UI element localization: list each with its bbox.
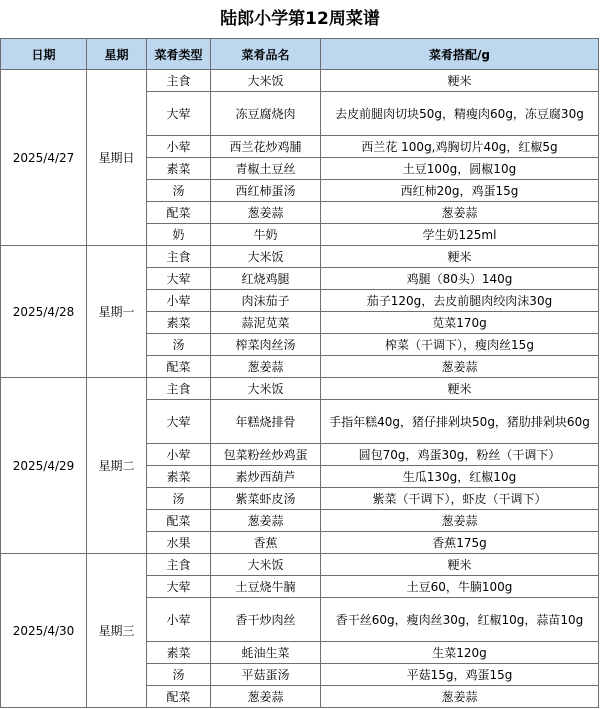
ingredients-cell: 鸡腿（80头）140g	[321, 268, 599, 290]
date-cell: 2025/4/30	[1, 554, 87, 708]
ingredients-cell: 香干丝60g，瘦肉丝30g，红椒10g，蒜苗10g	[321, 598, 599, 642]
dish-type-cell: 水果	[147, 532, 211, 554]
header-ingredients: 菜肴搭配/g	[321, 39, 599, 70]
dish-name-cell: 冻豆腐烧肉	[211, 92, 321, 136]
dish-name-cell: 香干炒肉丝	[211, 598, 321, 642]
ingredients-cell: 手指年糕40g，猪仔排剁块50g，猪肋排剁块60g	[321, 400, 599, 444]
ingredients-cell: 学生奶125ml	[321, 224, 599, 246]
ingredients-cell: 土豆100g，圆椒10g	[321, 158, 599, 180]
dish-type-cell: 主食	[147, 378, 211, 400]
table-row	[1, 70, 599, 92]
ingredients-cell: 西兰花 100g,鸡胸切片40g，红椒5g	[321, 136, 599, 158]
ingredients-cell: 粳米	[321, 246, 599, 268]
ingredients-cell: 圆包70g，鸡蛋30g，粉丝（干调下）	[321, 444, 599, 466]
dish-name-cell: 紫菜虾皮汤	[211, 488, 321, 510]
dish-name-cell: 葱姜蒜	[211, 686, 321, 708]
weekday-cell: 星期日	[87, 70, 147, 246]
date-cell: 2025/4/28	[1, 246, 87, 378]
ingredients-cell: 生瓜130g，红椒10g	[321, 466, 599, 488]
weekday-cell: 星期一	[87, 246, 147, 378]
dish-name-cell: 蚝油生菜	[211, 642, 321, 664]
table-row	[1, 246, 599, 268]
ingredients-cell: 茄子120g，去皮前腿肉绞肉沫30g	[321, 290, 599, 312]
ingredients-cell: 土豆60，牛腩100g	[321, 576, 599, 598]
dish-type-cell: 大荤	[147, 400, 211, 444]
dish-type-cell: 素菜	[147, 312, 211, 334]
dish-type-cell: 小荤	[147, 444, 211, 466]
dish-type-cell: 大荤	[147, 268, 211, 290]
dish-type-cell: 配菜	[147, 686, 211, 708]
dish-type-cell: 小荤	[147, 290, 211, 312]
ingredients-cell: 香蕉175g	[321, 532, 599, 554]
ingredients-cell: 平菇15g，鸡蛋15g	[321, 664, 599, 686]
dish-name-cell: 青椒土豆丝	[211, 158, 321, 180]
dish-name-cell: 年糕烧排骨	[211, 400, 321, 444]
dish-type-cell: 素菜	[147, 158, 211, 180]
dish-name-cell: 肉沫茄子	[211, 290, 321, 312]
dish-name-cell: 大米饭	[211, 554, 321, 576]
dish-name-cell: 榨菜肉丝汤	[211, 334, 321, 356]
table-row	[1, 378, 599, 400]
dish-type-cell: 汤	[147, 664, 211, 686]
dish-name-cell: 西红柿蛋汤	[211, 180, 321, 202]
dish-name-cell: 红烧鸡腿	[211, 268, 321, 290]
dish-type-cell: 奶	[147, 224, 211, 246]
dish-type-cell: 素菜	[147, 642, 211, 664]
header-date: 日期	[1, 39, 87, 70]
dish-name-cell: 大米饭	[211, 246, 321, 268]
ingredients-cell: 去皮前腿肉切块50g，精瘦肉60g，冻豆腐30g	[321, 92, 599, 136]
dish-name-cell: 平菇蛋汤	[211, 664, 321, 686]
date-cell: 2025/4/27	[1, 70, 87, 246]
dish-type-cell: 汤	[147, 488, 211, 510]
ingredients-cell: 苋菜170g	[321, 312, 599, 334]
header-dish-name: 菜肴品名	[211, 39, 321, 70]
dish-type-cell: 主食	[147, 70, 211, 92]
dish-name-cell: 香蕉	[211, 532, 321, 554]
ingredients-cell: 西红柿20g，鸡蛋15g	[321, 180, 599, 202]
ingredients-cell: 生菜120g	[321, 642, 599, 664]
ingredients-cell: 葱姜蒜	[321, 356, 599, 378]
dish-name-cell: 西兰花炒鸡脯	[211, 136, 321, 158]
dish-type-cell: 配菜	[147, 356, 211, 378]
dish-name-cell: 大米饭	[211, 378, 321, 400]
ingredients-cell: 榨菜（干调下），瘦肉丝15g	[321, 334, 599, 356]
weekday-cell: 星期三	[87, 554, 147, 708]
page-title: 陆郎小学第12周菜谱	[220, 9, 380, 29]
dish-name-cell: 素炒西葫芦	[211, 466, 321, 488]
dish-type-cell: 小荤	[147, 598, 211, 642]
dish-type-cell: 主食	[147, 246, 211, 268]
dish-name-cell: 大米饭	[211, 70, 321, 92]
table-header	[1, 39, 599, 70]
dish-type-cell: 大荤	[147, 92, 211, 136]
weekly-menu-table	[0, 38, 599, 708]
ingredients-cell: 紫菜（干调下），虾皮（干调下）	[321, 488, 599, 510]
dish-type-cell: 配菜	[147, 510, 211, 532]
header-weekday: 星期	[87, 39, 147, 70]
dish-name-cell: 包菜粉丝炒鸡蛋	[211, 444, 321, 466]
weekday-cell: 星期二	[87, 378, 147, 554]
dish-type-cell: 小荤	[147, 136, 211, 158]
ingredients-cell: 葱姜蒜	[321, 510, 599, 532]
dish-name-cell: 蒜泥苋菜	[211, 312, 321, 334]
dish-type-cell: 汤	[147, 334, 211, 356]
ingredients-cell: 粳米	[321, 378, 599, 400]
ingredients-cell: 葱姜蒜	[321, 686, 599, 708]
dish-type-cell: 汤	[147, 180, 211, 202]
dish-name-cell: 土豆烧牛腩	[211, 576, 321, 598]
dish-name-cell: 葱姜蒜	[211, 510, 321, 532]
dish-name-cell: 牛奶	[211, 224, 321, 246]
dish-type-cell: 配菜	[147, 202, 211, 224]
ingredients-cell: 粳米	[321, 70, 599, 92]
table-row	[1, 554, 599, 576]
dish-type-cell: 主食	[147, 554, 211, 576]
dish-type-cell: 素菜	[147, 466, 211, 488]
dish-name-cell: 葱姜蒜	[211, 356, 321, 378]
table-body	[1, 70, 599, 708]
ingredients-cell: 葱姜蒜	[321, 202, 599, 224]
ingredients-cell: 粳米	[321, 554, 599, 576]
date-cell: 2025/4/29	[1, 378, 87, 554]
header-dish-type: 菜肴类型	[147, 39, 211, 70]
dish-type-cell: 大荤	[147, 576, 211, 598]
dish-name-cell: 葱姜蒜	[211, 202, 321, 224]
